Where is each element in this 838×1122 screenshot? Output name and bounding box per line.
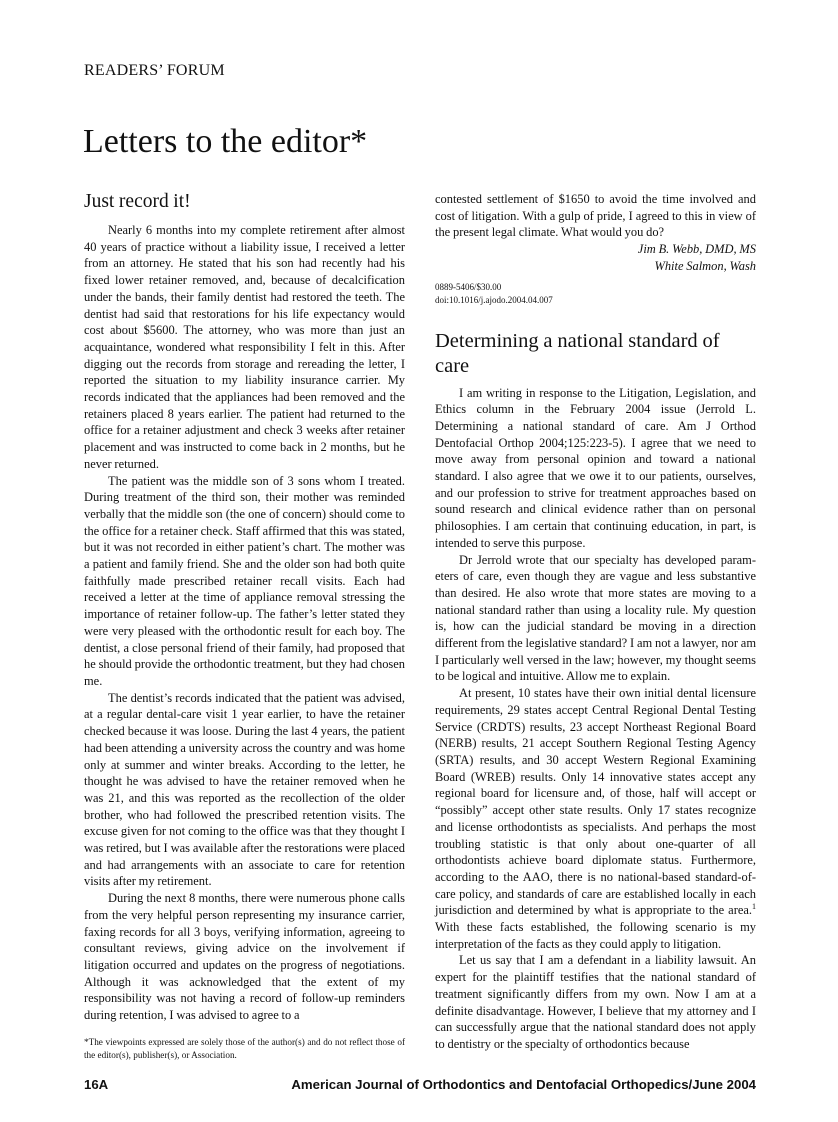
left-column (84, 191, 405, 1063)
paragraph: The dentist’s records indicated that the patient was advised, at a regular dental-care visit 1 year earlier, to have the retainer checked because it was loose. During the last 4 years, the patient had been attending a university across the country and was home only at summer and winter breaks. According to the letter, he thought he was advised to have the retainer removed when he was 21, and this was reported as the recollection of the older brother, who had followed the prescribed retention visits. The excuse given for not coming to the office was that they thought I was retired, but I was available after the restorations were placed and had arrangements with an associate to care for retention visits after my retirement. (84, 690, 405, 889)
right-column (435, 191, 756, 1063)
doi: doi:10.1016/j.ajodo.2004.04.007 (435, 294, 553, 305)
letter2-heading: Determining a national standard of care (435, 329, 720, 377)
page-title: Letters to the editor* (83, 123, 368, 160)
paragraph: Nearly 6 months into my complete retirement after almost 40 years of practice without a liability issue, I received a letter from an attorney. He stated that his son had recently had his fixed lower retainer removed, and, because of decalcification under the bands, their family dentist had restored the teeth. The dentist had said that restorations for his life expectancy would cost about $5600. The attorney, who was more than just an acquaintance, wondered what responsibility I felt in this. After digging out the records from storage and rereading the letter, I reported the situation to my liability insurance carrier. My records indicated that the appliances had been removed and the retainers placed 8 years earlier. The patient had returned to the office for a retainer adjustment and check 3 weeks after retainer placement and was instructed to come back in 2 months, but he never returned. (84, 223, 405, 471)
paragraph: I am writing in response to the Litigation, Legislation, and Ethics column in the February 2004 issue (Jerrold L. Determining a national standard of care. Am J Orthod Dentofacial Orthop 2004;125:223-5). I agree that we need to move away from personal opinion and toward a national standard. I also agree that we owe it to our patients, ourselves, and our profession to strive for treatment approaches based on sound research and clinical evidence rather than on personal philosophies. I am certain that continuing education, in part, is intended to serve this purpose. (435, 385, 756, 550)
paragraph: During the next 8 months, there were numerous phone calls from the very helpful person representing my insurance carrier, faxing records for all 3 boys, verifying information, agreeing to consultant reviews, giving advice on the involvement if litigation occurred and updates on the progress of negotiations. Although it was acknowledged that the extent of my responsibility was not having a record of follow-up reminders during retention, I was advised to agree to a (84, 891, 405, 1023)
issn: 0889-5406/$30.00 (435, 281, 502, 292)
reference-mark[interactable]: 1 (752, 902, 756, 912)
journal-name: American Journal of Orthodontics and Dentofacial Orthopedics/June 2004 (291, 1076, 756, 1092)
page-footer (84, 1077, 756, 1093)
paragraph-text: At present, 10 states have their own initial dental licensure requirements, 29 states accept Central Regional Dental Testing Service (CRDTS) results, 23 accept Northeast Regional Board (NERB) results, 21 accept Southern Regional Testing Agency (SRTA) results, and 30 accept Western Regional Examining Board (WREB) results. Only 14 innovative states accept any regional board for licensure and, of those, half will accept or “possibly” accept other state results. Only 17 states recognize and license orthodontists as specialists. And perhaps the most troubling statistic is that only about one-quarter of all orthodontists achieve board diplomate status. Furthermore, according to the AAO, there is no national-based standard-of-care policy, and standards of care are established locally in each jurisdiction and determined by what is appropriate to the area. (435, 686, 756, 918)
columns (84, 191, 756, 1063)
letter1-heading: Just record it! (84, 191, 191, 212)
paragraph: contested settlement of $1650 to avoid the time involved and cost of litigation. With a gulp of pride, I agreed to this in view of the present legal climate. What would you do? (435, 192, 756, 240)
paragraph: Dr Jerrold wrote that our specialty has developed parameters of care, even though they are vague and less substantive than desired. He also wrote that more states are moving to a national standard rather than using a locality rule. My question is, how can the judicial standard be moving in a direction different from the legislative standard? I am not a lawyer, nor am I particularly well versed in the law; however, my thought seems to be logical and intuitive. Allow me to explain. (435, 552, 756, 684)
paragraph-text: With these facts established, the following scenario is my interpretation of the facts as they could apply to litigation. (435, 920, 756, 951)
page-body (84, 191, 756, 1093)
page-number: 16A (84, 1076, 109, 1092)
paragraph: Let us say that I am a defendant in a liability lawsuit. An expert for the plaintiff testifies that the national standard of treatment significantly differs from my own. Now I am at a definite disadvantage. However, I believe that my attorney and I can successfully argue that the national standard does not apply to dentistry or the specialty of orthodontics because (435, 953, 756, 1051)
author-location: White Salmon, Wash (654, 258, 756, 273)
footnote: *The viewpoints expressed are solely those of the author(s) and do not reflect those of the editor(s), publisher(s), or Association. (84, 1036, 405, 1061)
section-label: READERS’ FORUM (84, 62, 225, 79)
paragraph: The patient was the middle son of 3 sons whom I treated. During treatment of the third son, their mother was reminded verbally that the middle son (the one of concern) should come to the office for a retainer check. Staff affirmed that this was stated, but it was not recorded in either patient’s chart. The mother was a patient and family friend. She and the older son had both quite faithfully made prescribed retainer recall visits. Each had received a letter at the time of appliance removal stressing the importance of retainer follow-up. The father’s letter stated they were very pleased with the orthodontic result for each boy. The dentist, a close personal friend of their family, had proposed that he should provide the orthodontic treatment, but they had chosen me. (84, 473, 405, 688)
author-name: Jim B. Webb, DMD, MS (637, 242, 756, 257)
paragraph (435, 685, 756, 952)
